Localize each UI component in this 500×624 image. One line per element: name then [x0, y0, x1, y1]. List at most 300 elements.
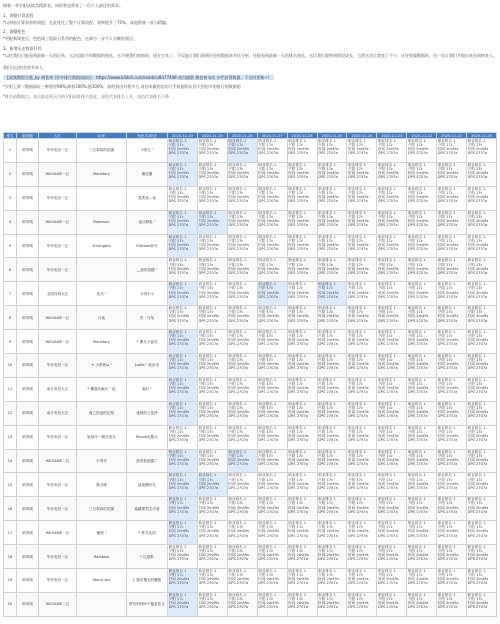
record-time: 时间 2m49s: [228, 529, 249, 534]
record-name: 职业排名 1: [258, 210, 277, 215]
record-name: 职业排名 1: [407, 425, 426, 430]
record-dps: DPS 2707a: [348, 222, 368, 227]
record-name: 职业排名 1: [437, 186, 456, 191]
table-row[interactable]: [4, 521, 497, 545]
record-time: 时间 2m49s: [228, 194, 249, 199]
record-score: 夕阳 17c: [437, 549, 453, 554]
record-name: 职业排名 1: [168, 139, 187, 143]
record-name: 职业排名 1: [348, 330, 366, 335]
daily-record-cell: [168, 473, 198, 497]
table-row[interactable]: [4, 449, 497, 473]
record-score: 夕阳 17c: [168, 573, 184, 578]
record-time: 时间 2m49s: [258, 338, 279, 343]
cell-server: 聆风城: [17, 377, 39, 401]
table-row[interactable]: [4, 545, 497, 569]
record-score: 夕阳 17c: [467, 358, 483, 363]
record-name: 职业排名 1: [407, 234, 426, 239]
daily-record-cell: [377, 377, 407, 401]
record-time: 时间 2m49s: [377, 457, 399, 462]
record-time: 时间 2m49s: [437, 290, 459, 295]
daily-record-cell: [257, 377, 287, 401]
record-score: 夕阳 17c: [288, 501, 304, 506]
record-score: 夕阳 17c: [198, 166, 214, 171]
record-score: 夕阳 17c: [198, 501, 214, 506]
record-name: 职业排名 1: [377, 306, 396, 311]
record-score: 夕阳 17c: [318, 286, 334, 291]
column-header[interactable]: 2020-11-29: [197, 133, 227, 139]
record-dps: DPS 2707a: [437, 270, 458, 275]
record-name: 职业排名 1: [407, 210, 426, 215]
record-score: 夕阳 17c: [437, 453, 453, 458]
daily-record-cell: [168, 497, 198, 521]
record-name: 职业排名 1: [467, 592, 486, 597]
daily-record-cell: [317, 377, 347, 401]
table-row[interactable]: [4, 497, 497, 521]
record-name: 职业排名 1: [348, 186, 366, 191]
daily-record-cell: [437, 521, 467, 545]
cell-role: 霜叶 ⁿ: [127, 377, 168, 401]
record-dps: DPS 2707a: [198, 581, 219, 586]
daily-record-cell: [407, 449, 437, 473]
record-dps: DPS 2707a: [318, 342, 338, 347]
record-name: 职业排名 1: [198, 497, 217, 502]
record-dps: DPS 2707a: [407, 366, 428, 371]
record-dps: DPS 2707a: [377, 605, 398, 610]
record-score: 夕阳 17c: [348, 429, 363, 434]
record-name: 职业排名 1: [467, 139, 486, 143]
column-header[interactable]: 大区: [39, 133, 77, 139]
table-row[interactable]: [4, 354, 497, 378]
record-name: 职业排名 1: [318, 401, 336, 406]
column-header[interactable]: 2020-11-27: [257, 133, 287, 139]
record-score: 夕阳 17c: [258, 477, 274, 482]
record-dps: DPS 2707a: [228, 199, 249, 204]
record-dps: DPS 2707a: [318, 533, 338, 538]
cell-zone: WEGAME二区: [39, 592, 77, 616]
daily-record-cell: [467, 186, 497, 210]
record-score: 夕阳 17c: [198, 525, 214, 530]
daily-record-cell: [257, 186, 287, 210]
record-time: 时间 2m49s: [407, 194, 429, 199]
record-score: 夕阳 17c: [288, 286, 304, 291]
record-name: 职业排名 1: [198, 592, 217, 597]
record-time: 时间 2m49s: [437, 601, 459, 606]
record-time: 时间 2m49s: [348, 457, 369, 462]
cell-zone: 南方电信大区: [39, 377, 77, 401]
record-name: 职业排名 1: [258, 521, 277, 526]
record-dps: DPS 2707a: [318, 366, 338, 371]
table-row[interactable]: [4, 210, 497, 234]
daily-record-cell: [467, 497, 497, 521]
daily-record-cell: [227, 162, 257, 186]
table-row[interactable]: [4, 330, 497, 354]
table-row[interactable]: [4, 282, 497, 306]
record-name: 职业排名 1: [318, 234, 336, 239]
record-time: 时间 2m49s: [198, 553, 220, 558]
record-name: 职业排名 1: [467, 545, 486, 550]
record-time: 时间 2m49s: [168, 147, 190, 152]
record-score: 夕阳 17c: [437, 405, 453, 410]
column-header[interactable]: 排名: [4, 133, 17, 139]
daily-record-cell: [168, 330, 198, 354]
daily-record-cell: [317, 330, 347, 354]
table-row[interactable]: [4, 306, 497, 330]
cell-rank: 5: [4, 234, 17, 258]
column-header[interactable]: 角色名/职业: [127, 133, 168, 139]
record-name: 职业排名 1: [437, 330, 456, 335]
record-score: 夕阳 17c: [318, 166, 334, 171]
daily-record-cell: [467, 258, 497, 282]
record-time: 时间 2m49s: [258, 386, 279, 391]
daily-record-cell: [317, 354, 347, 378]
record-score: 夕阳 17c: [228, 549, 244, 554]
record-time: 时间 2m49s: [348, 553, 369, 558]
record-score: 夕阳 17c: [288, 358, 304, 363]
record-name: 职业排名 1: [258, 449, 277, 454]
record-name: 职业排名 1: [168, 377, 187, 382]
column-header[interactable]: 2020-11-21: [437, 133, 467, 139]
record-time: 时间 2m49s: [168, 242, 190, 247]
record-name: 职业排名 1: [437, 473, 456, 478]
cell-zone: 华东电信一区: [39, 473, 77, 497]
cell-server: 聆风城: [17, 473, 39, 497]
record-name: 职业排名 1: [377, 497, 396, 502]
cell-zone: WEGAME一区: [39, 210, 77, 234]
record-name: 职业排名 1: [318, 139, 336, 143]
column-header[interactable]: 2020-11-28: [227, 133, 257, 139]
table-row[interactable]: [4, 569, 497, 593]
record-time: 时间 2m49s: [198, 362, 220, 367]
record-time: 时间 2m49s: [288, 147, 309, 152]
daily-record-cell: [467, 377, 497, 401]
record-time: 时间 2m49s: [437, 457, 459, 462]
record-name: 职业排名 1: [318, 449, 336, 454]
cell-server: 聆风城: [17, 234, 39, 258]
record-dps: DPS 2707a: [348, 270, 368, 275]
record-dps: DPS 2707a: [228, 318, 249, 323]
record-score: 夕阳 17c: [168, 190, 184, 195]
record-dps: DPS 2707a: [258, 199, 279, 204]
record-dps: DPS 2707a: [407, 485, 428, 490]
record-time: 时间 2m49s: [348, 218, 369, 223]
column-header[interactable]: 2020-11-24: [347, 133, 377, 139]
record-dps: DPS 2707a: [437, 557, 458, 562]
daily-record-cell: [437, 258, 467, 282]
record-score: 夕阳 17c: [258, 405, 274, 410]
record-name: 职业排名 1: [198, 234, 217, 239]
column-header[interactable]: 2020-11-22: [407, 133, 437, 139]
record-score: 夕阳 17c: [258, 214, 274, 219]
column-header[interactable]: 2020-11-25: [317, 133, 347, 139]
record-time: 时间 2m49s: [348, 386, 369, 391]
record-score: 夕阳 17c: [407, 190, 423, 195]
record-score: 夕阳 17c: [348, 597, 363, 602]
record-name: 职业排名 1: [437, 592, 456, 597]
record-time: 时间 2m49s: [288, 242, 309, 247]
record-time: 时间 2m49s: [407, 314, 429, 319]
daily-record-cell: [227, 330, 257, 354]
record-time: 时间 2m49s: [168, 266, 190, 271]
cell-role: 小裙儿 ⁿ: [127, 139, 168, 163]
record-time: 时间 2m49s: [437, 409, 459, 414]
daily-record-cell: [227, 234, 257, 258]
record-time: 时间 2m49s: [198, 290, 220, 295]
daily-record-cell: [347, 210, 377, 234]
record-score: 夕阳 17c: [377, 501, 393, 506]
record-name: 职业排名 1: [288, 497, 307, 502]
record-name: 职业排名 1: [288, 545, 307, 550]
record-time: 时间 2m49s: [377, 433, 399, 438]
table-row[interactable]: [4, 258, 497, 282]
daily-record-cell: [407, 569, 437, 593]
record-dps: DPS 2707a: [467, 605, 488, 610]
record-dps: DPS 2707a: [348, 342, 368, 347]
record-name: 职业排名 1: [228, 306, 247, 311]
record-dps: DPS 2707a: [258, 318, 279, 323]
record-score: 夕阳 17c: [288, 477, 304, 482]
daily-record-cell: [317, 306, 347, 330]
record-time: 时间 2m49s: [467, 338, 489, 343]
table-row[interactable]: [4, 592, 497, 616]
record-score: 夕阳 17c: [437, 286, 453, 291]
daily-record-cell: [437, 401, 467, 425]
record-time: 时间 2m49s: [288, 290, 309, 295]
record-score: 夕阳 17c: [318, 597, 334, 602]
record-dps: DPS 2707a: [168, 270, 189, 275]
record-name: 职业排名 1: [168, 545, 187, 550]
record-dps: DPS 2707a: [407, 318, 428, 323]
record-time: 时间 2m49s: [228, 481, 249, 486]
record-dps: DPS 2707a: [407, 437, 428, 442]
daily-record-cell: [227, 592, 257, 616]
record-dps: DPS 2707a: [407, 175, 428, 180]
record-dps: DPS 2707a: [437, 175, 458, 180]
record-name: 职业排名 1: [198, 545, 217, 550]
record-dps: DPS 2707a: [288, 461, 308, 466]
record-score: 夕阳 17c: [377, 358, 393, 363]
record-time: 时间 2m49s: [377, 601, 399, 606]
record-score: 夕阳 17c: [318, 429, 334, 434]
record-time: 时间 2m49s: [437, 433, 459, 438]
table-row[interactable]: [4, 186, 497, 210]
cell-player: [77, 186, 127, 210]
record-time: 时间 2m49s: [377, 338, 399, 343]
daily-record-cell: [197, 449, 227, 473]
cell-zone: 华东电信一区: [39, 186, 77, 210]
column-header[interactable]: 2020-11-26: [287, 133, 317, 139]
record-score: 夕阳 17c: [348, 549, 363, 554]
record-score: 夕阳 17c: [198, 214, 214, 219]
daily-record-cell: [287, 258, 317, 282]
record-dps: DPS 2707a: [407, 509, 428, 514]
column-header[interactable]: 2020-11-30: [168, 133, 198, 139]
table-row[interactable]: [4, 234, 497, 258]
record-dps: DPS 2707a: [318, 414, 338, 419]
record-score: 夕阳 17c: [377, 453, 393, 458]
record-time: 时间 2m49s: [228, 457, 249, 462]
record-time: 时间 2m49s: [168, 338, 190, 343]
record-time: 时间 2m49s: [258, 314, 279, 319]
record-score: 夕阳 17c: [377, 166, 393, 171]
record-dps: DPS 2707a: [407, 605, 428, 610]
record-name: 职业排名 1: [198, 186, 217, 191]
record-dps: DPS 2707a: [318, 437, 338, 442]
daily-record-cell: [257, 473, 287, 497]
daily-record-cell: [467, 139, 497, 163]
record-score: 夕阳 17c: [407, 382, 423, 386]
record-name: 职业排名 1: [437, 162, 456, 167]
column-header[interactable]: 玩家: [77, 133, 127, 139]
record-name: 职业排名 1: [228, 282, 247, 287]
record-name: 职业排名 1: [228, 592, 247, 597]
record-dps: DPS 2707a: [228, 605, 249, 610]
record-dps: DPS 2707a: [467, 318, 488, 323]
record-dps: DPS 2707a: [377, 199, 398, 204]
record-score: 夕阳 17c: [348, 501, 363, 506]
record-time: 时间 2m49s: [168, 601, 190, 606]
record-score: 夕阳 17c: [288, 525, 304, 530]
table-row[interactable]: [4, 377, 497, 401]
record-score: 夕阳 17c: [198, 262, 214, 267]
daily-record-cell: [257, 354, 287, 378]
daily-record-cell: [347, 569, 377, 593]
record-name: 职业排名 1: [377, 162, 396, 167]
record-name: 职业排名 1: [258, 354, 277, 359]
daily-record-cell: [257, 569, 287, 593]
record-score: 夕阳 17c: [407, 214, 423, 219]
record-name: 职业排名 1: [258, 377, 277, 382]
record-score: 夕阳 17c: [348, 453, 363, 458]
bilibili-link[interactable]: 【视频教程合集_by 梅苍黄 (更多排行数据请前往：https://www.bilibili.com/read/cv8477448 或扫描版 梅苍黄 b站 专栏获得数据，不定时更新~）: [5, 74, 272, 80]
table-row[interactable]: [4, 401, 497, 425]
record-time: 时间 2m49s: [288, 194, 309, 199]
daily-record-cell: [287, 425, 317, 449]
daily-record-cell: [287, 569, 317, 593]
record-score: 夕阳 17c: [437, 429, 453, 434]
column-header[interactable]: 服务器: [17, 133, 39, 139]
record-name: 职业排名 1: [168, 592, 187, 597]
table-row[interactable]: [4, 139, 497, 163]
record-score: 夕阳 17c: [228, 214, 244, 219]
record-dps: DPS 2707a: [348, 557, 368, 562]
record-name: 职业排名 1: [318, 282, 336, 287]
record-score: 夕阳 17c: [318, 238, 334, 243]
record-name: 职业排名 1: [318, 377, 336, 382]
record-time: 时间 2m49s: [318, 290, 339, 295]
record-name: 职业排名 1: [318, 521, 336, 526]
cell-role: 瑶汉棋蛇 ⁿ: [127, 210, 168, 234]
record-time: 时间 2m49s: [318, 171, 339, 176]
record-name: 职业排名 1: [407, 377, 426, 382]
record-dps: DPS 2707a: [318, 270, 338, 275]
table-row[interactable]: [4, 425, 497, 449]
cell-player: Monetary: [77, 162, 127, 186]
daily-record-cell: [287, 377, 317, 401]
record-time: 时间 2m49s: [258, 194, 279, 199]
record-score: 夕阳 17c: [198, 143, 214, 148]
record-score: 夕阳 17c: [437, 597, 453, 602]
daily-record-cell: [437, 569, 467, 593]
daily-record-cell: [197, 330, 227, 354]
daily-record-cell: [257, 234, 287, 258]
ranking-table: [3, 132, 497, 617]
record-name: 职业排名 1: [228, 258, 247, 263]
record-name: 职业排名 1: [168, 330, 187, 335]
cell-server: 聆风城: [17, 497, 39, 521]
record-score: 夕阳 17c: [288, 214, 304, 219]
record-score: 夕阳 17c: [288, 262, 304, 267]
column-header[interactable]: 2020-11-20: [467, 133, 497, 139]
cell-role: * 拉屋野: [127, 545, 168, 569]
record-dps: DPS 2707a: [168, 151, 189, 156]
record-name: 职业排名 1: [228, 497, 247, 502]
record-time: 时间 2m49s: [348, 362, 369, 367]
record-time: 时间 2m49s: [258, 577, 279, 582]
record-time: 时间 2m49s: [467, 481, 489, 486]
daily-record-cell: [197, 258, 227, 282]
record-dps: DPS 2707a: [288, 605, 308, 610]
record-score: 夕阳 17c: [318, 501, 334, 506]
record-score: 夕阳 17c: [348, 238, 363, 243]
record-score: 夕阳 17c: [228, 382, 244, 386]
daily-record-cell: [287, 521, 317, 545]
record-score: 夕阳 17c: [348, 214, 363, 219]
record-name: 职业排名 1: [437, 521, 456, 526]
record-score: 夕阳 17c: [407, 262, 423, 267]
record-name: 职业排名 1: [198, 139, 217, 143]
record-time: 时间 2m49s: [437, 505, 459, 510]
record-time: 时间 2m49s: [288, 314, 309, 319]
cell-rank: 15: [4, 473, 17, 497]
record-time: 时间 2m49s: [258, 218, 279, 223]
cell-role: Lolita ⁿ 欲灰禾: [127, 354, 168, 378]
record-dps: DPS 2707a: [288, 509, 308, 514]
record-name: 职业排名 1: [288, 186, 307, 191]
record-dps: DPS 2707a: [467, 270, 488, 275]
record-name: 职业排名 1: [288, 210, 307, 215]
record-time: 时间 2m49s: [407, 457, 429, 462]
table-row[interactable]: [4, 473, 497, 497]
record-name: 职业排名 1: [168, 282, 187, 287]
record-score: 夕阳 17c: [228, 453, 244, 458]
table-row[interactable]: [4, 162, 497, 186]
record-time: 时间 2m49s: [168, 505, 190, 510]
record-score: 夕阳 17c: [407, 334, 423, 339]
record-time: 时间 2m49s: [467, 529, 489, 534]
record-dps: DPS 2707a: [407, 557, 428, 562]
record-score: 夕阳 17c: [318, 453, 334, 458]
daily-record-cell: [467, 306, 497, 330]
daily-record-cell: [168, 569, 198, 593]
record-name: 职业排名 1: [288, 330, 307, 335]
record-time: 时间 2m49s: [318, 601, 339, 606]
record-time: 时间 2m49s: [198, 433, 220, 438]
record-time: 时间 2m49s: [288, 529, 309, 534]
daily-record-cell: [257, 330, 287, 354]
record-score: 夕阳 17c: [258, 501, 274, 506]
daily-record-cell: [168, 377, 198, 401]
record-score: 夕阳 17c: [377, 382, 393, 386]
record-dps: DPS 2707a: [348, 318, 368, 323]
record-dps: DPS 2707a: [288, 199, 308, 204]
daily-record-cell: [287, 354, 317, 378]
record-dps: DPS 2707a: [407, 390, 428, 395]
record-dps: DPS 2707a: [377, 294, 398, 299]
column-header[interactable]: 2020-11-23: [377, 133, 407, 139]
record-score: 夕阳 17c: [168, 382, 184, 386]
daily-record-cell: [287, 306, 317, 330]
record-name: 职业排名 1: [258, 282, 277, 287]
